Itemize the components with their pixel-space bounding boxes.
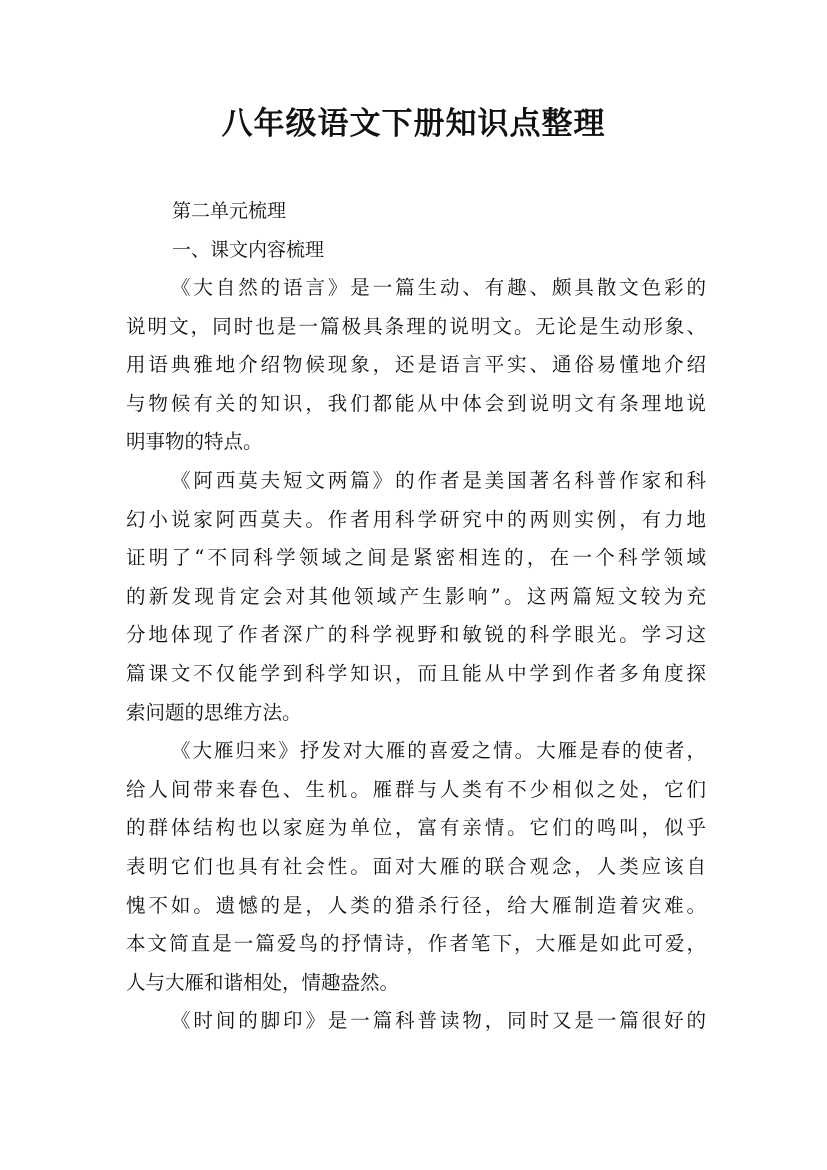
text-line: 说明文，同时也是一篇极具条理的说明文。无论是生动形象、: [126, 314, 706, 338]
text-line: 的新发现肯定会对其他领域产生影响”。这两篇短文较为充: [126, 584, 706, 608]
text-line: 表明它们也具有社会性。面对大雁的联合观念，人类应该自: [126, 854, 706, 878]
subsection-heading: 一、课文内容梳理: [172, 239, 325, 261]
text-line: 愧不如。遗憾的是，人类的猎杀行径，给大雁制造着灾难。: [126, 893, 706, 917]
paragraph-asimov: [126, 462, 706, 732]
section-heading: 第二单元梳理: [172, 200, 287, 222]
text-line: 《时间的脚印》是一篇科普读物，同时又是一篇很好的: [171, 1009, 706, 1033]
paragraph-nature-language: [126, 269, 706, 462]
paragraph-wild-geese: [126, 732, 706, 1002]
text-line: 人与大雁和谐相处，情趣盎然。: [126, 970, 400, 994]
text-line: 《阿西莫夫短文两篇》的作者是美国著名科普作家和科: [171, 468, 706, 492]
text-line: 幻小说家阿西莫夫。作者用科学研究中的两则实例，有力地: [126, 507, 706, 531]
text-line: 给人间带来春色、生机。雁群与人类有不少相似之处，它们: [126, 777, 706, 801]
text-line: 索问题的思维方法。: [126, 700, 302, 724]
body-text: [126, 269, 706, 1041]
text-line: 篇课文不仅能学到科学知识，而且能从中学到作者多角度探: [126, 661, 706, 685]
text-line: 明事物的特点。: [126, 430, 263, 454]
text-line: 《大雁归来》抒发对大雁的喜爱之情。大雁是春的使者，: [171, 739, 706, 763]
text-line: 证明了“不同科学领域之间是紧密相连的，在一个科学领域: [126, 546, 706, 570]
text-line: 与物候有关的知识，我们都能从中体会到说明文有条理地说: [126, 391, 706, 415]
text-line: 的群体结构也以家庭为单位，富有亲情。它们的鸣叫，似乎: [126, 816, 706, 840]
text-line: 《大自然的语言》是一篇生动、有趣、颇具散文色彩的: [171, 276, 706, 299]
text-line: 用语典雅地介绍物候现象，还是语言平实、通俗易懂地介绍: [126, 353, 706, 377]
document-title: 八年级语文下册知识点整理: [221, 106, 606, 142]
paragraph-footprints-of-time: [126, 1002, 706, 1041]
text-line: 本文简直是一篇爱鸟的抒情诗，作者笔下，大雁是如此可爱，: [126, 932, 706, 956]
text-line: 分地体现了作者深广的科学视野和敏锐的科学眼光。学习这: [126, 623, 706, 647]
